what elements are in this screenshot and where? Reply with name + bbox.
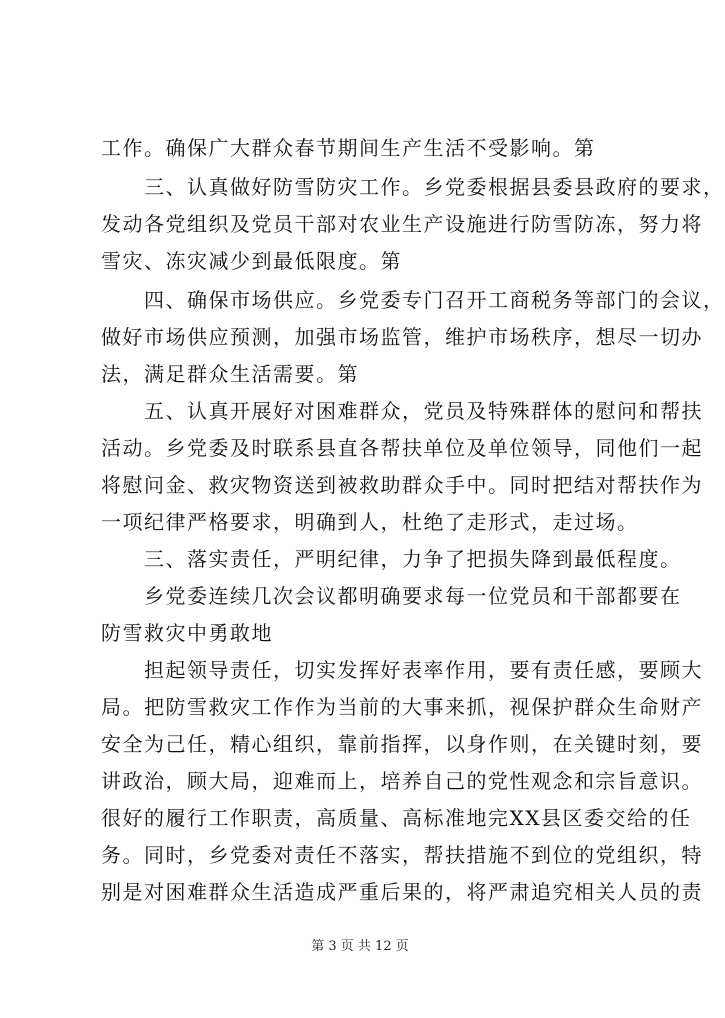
text-line: 安全为己任，精心组织，靠前指挥，以身作则，在关键时刻，要: [101, 732, 703, 756]
text-line: 活动。乡党委及时联系县直各帮扶单位及单位领导，同他们一起: [101, 436, 703, 460]
text-line: 一项纪律严格要求，明确到人，杜绝了走形式，走过场。: [101, 510, 639, 534]
text-line: 四、确保市场供应。乡党委专门召开工商税务等部门的会议，: [101, 288, 725, 312]
text-line: 局。把防雪救灾工作作为当前的大事来抓，视保护群众生命财产: [101, 695, 703, 719]
text-line: 将慰问金、救灾物资送到被救助群众手中。同时把结对帮扶作为: [101, 473, 703, 497]
text-line: 三、落实责任，严明纪律，力争了把损失降到最低程度。: [101, 547, 682, 571]
text-line: 乡党委连续几次会议都明确要求每一位党员和干部都要在: [101, 584, 682, 608]
text-line: 务。同时，乡党委对责任不落实，帮扶措施不到位的党组织，特: [101, 843, 703, 867]
text-line: 担起领导责任，切实发挥好表率作用，要有责任感，要顾大: [101, 658, 703, 682]
text-line: 讲政治，顾大局，迎难而上，培养自己的党性观念和宗旨意识。: [101, 769, 703, 793]
text-line: 雪灾、冻灾减少到最低限度。第: [101, 249, 402, 273]
text-line: 别是对困难群众生活造成严重后果的，将严肃追究相关人员的责: [101, 880, 703, 904]
text-line: 做好市场供应预测，加强市场监管，维护市场秩序，想尽一切办: [101, 325, 703, 349]
text-line: 工作。确保广大群众春节期间生产生活不受影响。第: [101, 136, 596, 160]
text-line: 很好的履行工作职责，高质量、高标准地完XX县区委交给的任: [101, 806, 692, 830]
text-line: 三、认真做好防雪防灾工作。乡党委根据县委县政府的要求，: [101, 175, 725, 199]
text-line: 发动各党组织及党员干部对农业生产设施进行防雪防冻，努力将: [101, 212, 703, 236]
text-line: 防雪救灾中勇敢地: [101, 621, 273, 645]
text-line: 五、认真开展好对困难群众，党员及特殊群体的慰问和帮扶: [101, 399, 703, 423]
text-line: 法，满足群众生活需要。第: [101, 362, 359, 386]
page-number-footer: 第 3 页 共 12 页: [311, 939, 409, 954]
